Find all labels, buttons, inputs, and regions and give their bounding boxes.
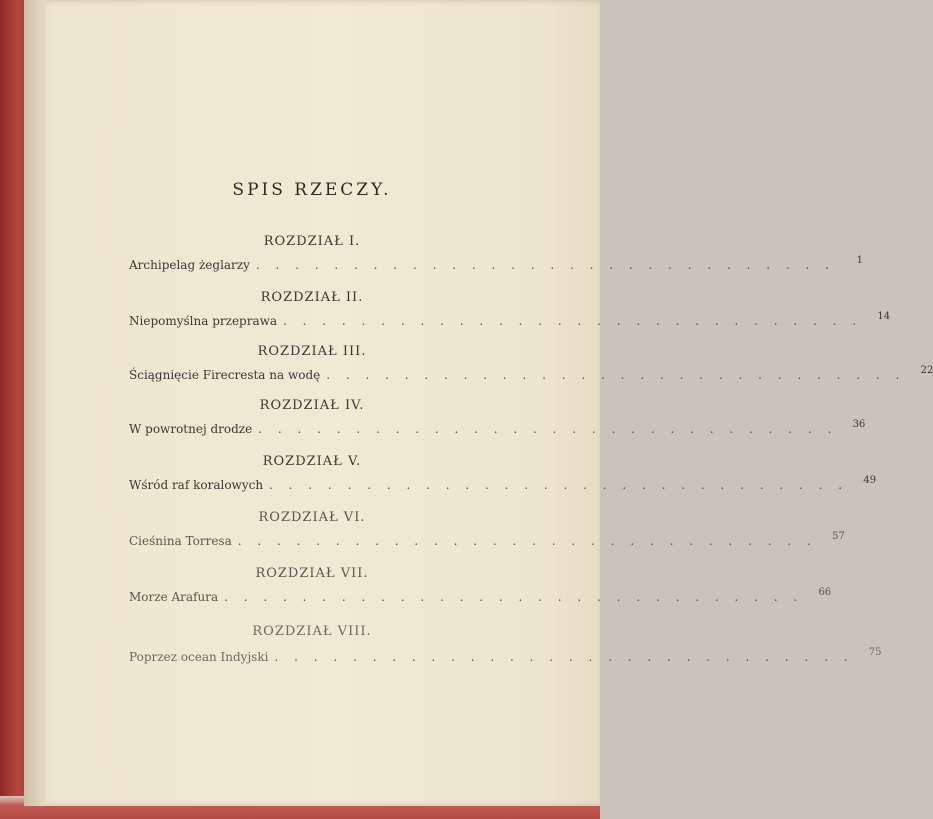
chapter-heading: ROZDZIAŁ VI. [258,510,366,525]
toc-leader: . . . . . . . . . . . . . . . . . . . . . . . . . . . . . . [255,258,835,272]
toc-entry-title: Cieśnina Torresa [129,534,232,548]
toc-entry [129,419,866,440]
toc-leader: . . . . . . . . . . . . . . . . . . . . . . . . . . . . . . [274,650,854,664]
chapter-heading: ROZDZIAŁ II. [260,290,364,305]
chapter-heading: ROZDZIAŁ IV. [259,398,365,413]
toc-entry-title: Wśród raf koralowych [129,478,264,492]
chapter-heading: ROZDZIAŁ VII. [255,566,369,581]
toc-entry-title: Poprzez ocean Indyjski [129,650,269,664]
toc-entry [129,587,832,608]
toc-entry [129,647,882,668]
book-page [24,0,933,806]
toc-entry [129,475,877,496]
toc-entry-title: Ściągnięcie Firecresta na wodę [129,368,321,382]
toc-page-number: 75 [868,647,882,658]
toc-leader: . . . . . . . . . . . . . . . . . . . . . . . . . . . . . . [283,314,863,328]
toc-leader: . . . . . . . . . . . . . . . . . . . . . . . . . . . . . . [237,534,817,548]
toc-entry-title: Archipelag żeglarzy [129,258,250,272]
toc-entry [129,255,863,276]
chapter-heading: ROZDZIAŁ I. [263,234,361,249]
toc-page-number: 66 [818,587,832,598]
toc-page-number: 49 [863,475,877,486]
toc-entry-title: Niepomyślna przeprawa [129,314,278,328]
toc-entry-title: Morze Arafura [129,590,219,604]
toc-page-number: 14 [877,311,891,322]
chapter-heading: ROZDZIAŁ III. [257,344,367,359]
toc-entry [129,365,933,386]
toc-leader: . . . . . . . . . . . . . . . . . . . . . . . . . . . . . . [326,368,906,382]
toc-page-number: 57 [832,531,845,542]
toc-entry-title: W powrotnej drodze [129,422,253,436]
toc-page-number: 1 [856,255,863,266]
toc-leader: . . . . . . . . . . . . . . . . . . . . . . . . . . . . . . [224,590,804,604]
chapter-heading: ROZDZIAŁ V. [262,454,362,469]
toc-page-number: 36 [852,419,866,430]
toc-entry [129,531,845,552]
toc-leader: . . . . . . . . . . . . . . . . . . . . . . . . . . . . . . [258,422,838,436]
toc-leader: . . . . . . . . . . . . . . . . . . . . . . . . . . . . . . [269,478,849,492]
toc-entry [129,311,891,332]
page-title: SPIS RZECZY. [232,180,392,200]
chapter-heading: ROZDZIAŁ VIII. [252,624,372,639]
toc-page-number: 22 [920,365,933,376]
